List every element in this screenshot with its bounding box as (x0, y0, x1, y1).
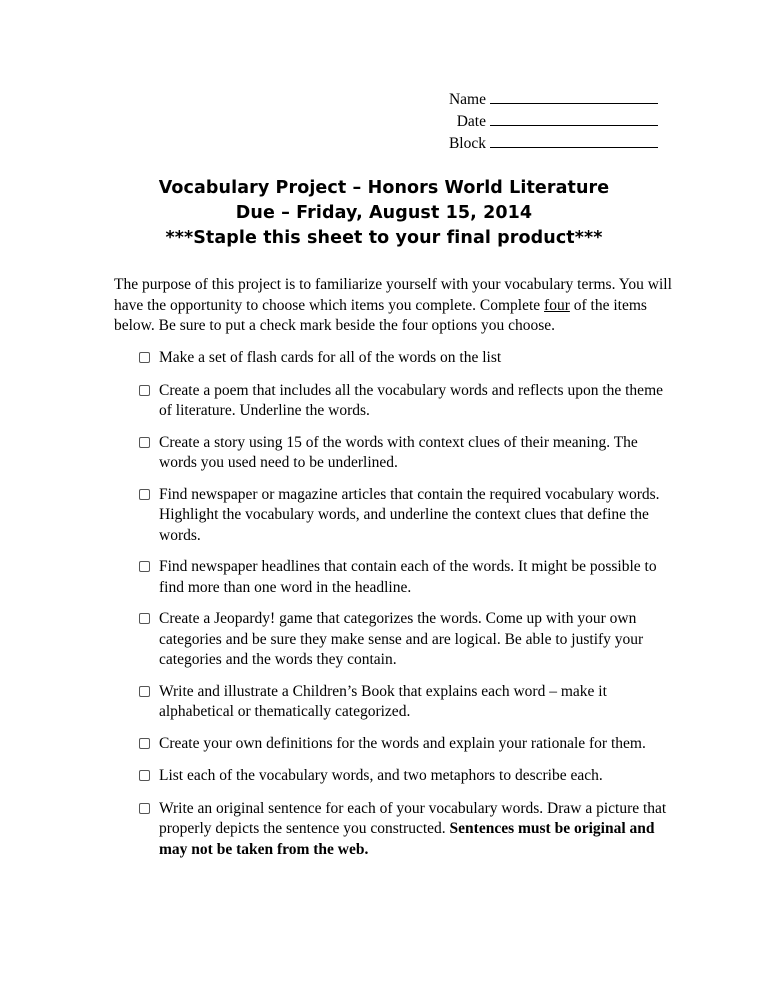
title-block (0, 176, 768, 251)
name-field (420, 88, 658, 110)
due-date-title: Due – Friday, August 15, 2014 (235, 203, 533, 223)
name-blank-line[interactable] (490, 88, 658, 104)
option-item (137, 799, 677, 861)
block-label: Block (448, 135, 486, 152)
block-blank-line[interactable] (490, 132, 658, 148)
option-checkbox[interactable] (139, 385, 150, 396)
date-blank-line[interactable] (490, 110, 658, 126)
option-checkbox[interactable] (139, 770, 150, 781)
option-item (137, 485, 677, 547)
project-title: Vocabulary Project – Honors World Literature (158, 178, 610, 198)
option-checkbox[interactable] (139, 686, 150, 697)
option-text: Find newspaper headlines that contain each of the words. It might be possible to find more than one word in the headline. (159, 558, 657, 596)
date-field (420, 110, 658, 132)
option-bold-text: Sentences must be original and may not be taken from the web. (159, 820, 655, 858)
option-item (137, 766, 677, 787)
option-checkbox[interactable] (139, 489, 150, 500)
option-item (137, 609, 677, 671)
intro-underlined-word: four (544, 296, 570, 314)
block-field (420, 132, 658, 154)
option-text: Create a story using 15 of the words with context clues of their meaning. The words you used need to be underlined. (159, 433, 638, 471)
name-label: Name (448, 91, 486, 108)
option-item (137, 734, 677, 755)
option-text: Write an original sentence for each of your vocabulary words. Draw a picture that properly depicts the sentence you constructed. (159, 799, 667, 837)
option-checkbox[interactable] (139, 561, 150, 572)
date-label: Date (456, 113, 486, 130)
option-item (137, 682, 677, 723)
student-info-fields (420, 88, 658, 154)
option-text: Write and illustrate a Children’s Book that explains each word – make it alphabetical or thematically categorized. (159, 682, 607, 720)
option-item (137, 348, 677, 369)
option-text: Find newspaper or magazine articles that contain the required vocabulary words. Highlight the vocabulary words, and underline the context clues that define the words. (159, 485, 660, 544)
option-item (137, 557, 677, 598)
staple-instruction: ***Staple this sheet to your final product*** (165, 228, 603, 248)
intro-text-after: of the items below. Be sure to put a check mark beside the four options you choose. (114, 296, 647, 334)
option-text: List each of the vocabulary words, and two metaphors to describe each. (159, 767, 603, 784)
option-text: Create a poem that includes all the vocabulary words and reflects upon the theme of literature. Underline the words. (159, 381, 663, 419)
option-text: Create your own definitions for the words and explain your rationale for them. (159, 734, 646, 752)
option-checkbox[interactable] (139, 613, 150, 624)
intro-text-before: The purpose of this project is to familiarize yourself with your vocabulary terms. You will have the opportunity to choose which items you complete. Complete (114, 276, 672, 314)
option-text: Create a Jeopardy! game that categorizes the words. Come up with your own categories and be sure they make sense and are logical. Be able to justify your categories and the words they contain. (159, 610, 644, 668)
option-item (137, 381, 677, 422)
option-checkbox[interactable] (139, 803, 150, 814)
options-list (137, 348, 677, 860)
option-text: Make a set of flash cards for all of the words on the list (159, 349, 502, 366)
option-checkbox[interactable] (139, 437, 150, 448)
intro-paragraph (114, 275, 674, 337)
option-checkbox[interactable] (139, 352, 150, 363)
option-checkbox[interactable] (139, 738, 150, 749)
option-item (137, 433, 677, 474)
